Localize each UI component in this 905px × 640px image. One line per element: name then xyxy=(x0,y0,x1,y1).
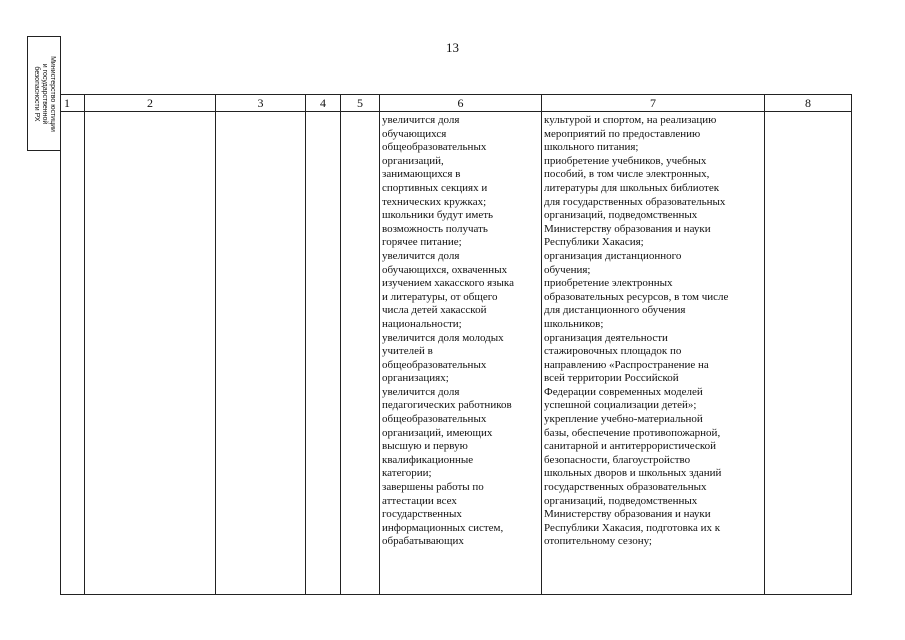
header-col-8: 8 xyxy=(765,95,852,112)
header-col-2: 2 xyxy=(85,95,216,112)
cell-col-5 xyxy=(341,112,380,595)
stamp-text: Министерство юстиции и государственной безопасности РХ xyxy=(33,55,56,132)
cell-col-3 xyxy=(216,112,306,595)
cell-col-4 xyxy=(306,112,341,595)
cell-col-7 xyxy=(542,112,765,595)
header-row xyxy=(61,95,852,112)
cell-col-6 xyxy=(380,112,542,595)
cell-col-1 xyxy=(61,112,85,595)
page-number: 13 xyxy=(446,40,459,55)
header-col-4: 4 xyxy=(306,95,341,112)
header-col-1: 1 xyxy=(61,95,85,112)
cell-col-8 xyxy=(765,112,852,595)
activities-text: культурой и спортом, на реализацию мероприятий по предоставлению школьного питания; приобретение учебников, учебных пособий, в том числе электронных, литературы для школьных библиотек для государственных образовательных организаций, подведомственных Министерству образования и науки Республики Хакасия; организация дистанционного обучения; приобретение электронных образовательных ресурсов, в том числе для дистанционного обучения школьников; организация деятельности стажировочных площадок по направлению «Распространение на всей территории Российской Федерации современных моделей успешной социализации детей»; укрепление учебно-материальной базы, обеспечение противопожарной, санитарной и антитеррористической безопасности, благоустройство школьных дворов и школьных зданий государственных образовательных организаций, подведомственных Министерству образования и науки Республики Хакасия, подготовка их к отопительному сезону; xyxy=(544,114,729,548)
header-col-7: 7 xyxy=(542,95,765,112)
cell-col-2 xyxy=(85,112,216,595)
program-table xyxy=(60,94,852,595)
header-col-6: 6 xyxy=(380,95,542,112)
table-row xyxy=(61,112,852,595)
header-col-5: 5 xyxy=(341,95,380,112)
registration-stamp xyxy=(27,36,61,151)
expected-results-text: увеличится доля обучающихся общеобразовательных организаций, занимающихся в спортивных секциях и технических кружках; школьники будут иметь возможность получать горячее питание; увеличится доля обучающихся, охваченных изучением хакасского языка и литературы, от общего числа детей хакасской национальности; увеличится доля молодых учителей в общеобразовательных организациях; увеличится доля педагогических работников общеобразовательных организаций, имеющих высшую и первую квалификационные категории; завершены работы по аттестации всех государственных информационных систем, обрабатывающих xyxy=(382,114,514,548)
header-col-3: 3 xyxy=(216,95,306,112)
